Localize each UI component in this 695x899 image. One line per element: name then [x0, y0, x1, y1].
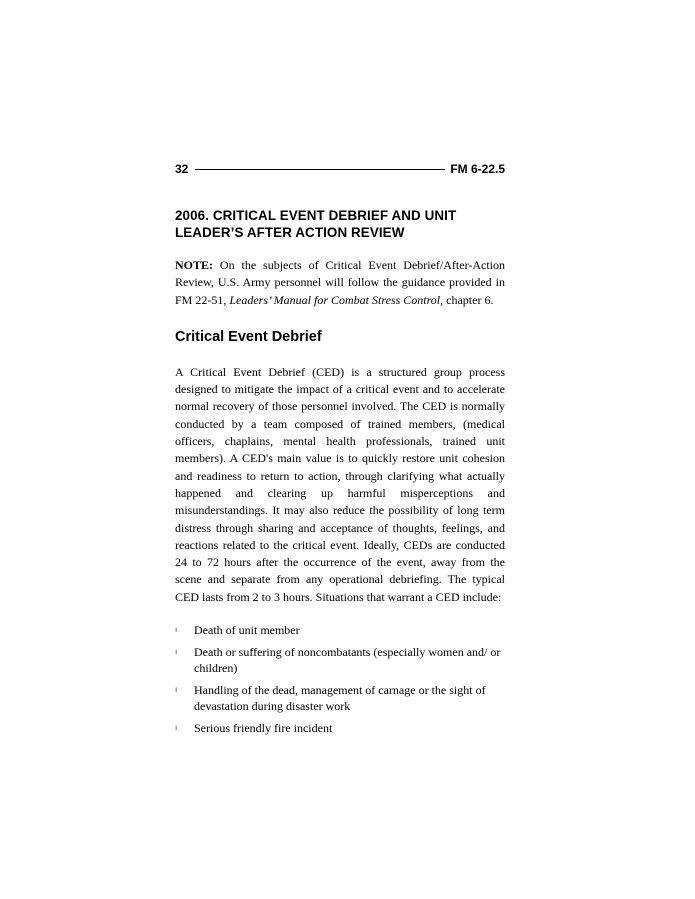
header-rule — [195, 169, 445, 170]
running-header — [175, 160, 505, 178]
bullet-marker: ı — [175, 684, 178, 694]
list-item-text: Death of unit member — [194, 623, 300, 638]
list-item — [175, 644, 505, 677]
section-title — [175, 207, 505, 241]
note-italic-title: Leaders’ Manual for Combat Stress Control — [229, 292, 441, 307]
situations-list — [175, 622, 505, 736]
list-item — [175, 720, 505, 737]
list-item-text: Death or suffering of noncombatants (especially women and/ or children) — [194, 644, 501, 676]
document-id: FM 6-22.5 — [450, 162, 505, 176]
bullet-marker: ı — [175, 625, 178, 635]
note-text-after: , chapter 6. — [440, 292, 494, 307]
section-title-line-1: 2006. CRITICAL EVENT DEBRIEF AND UNIT — [175, 208, 457, 223]
subsection-heading: Critical Event Debrief — [175, 328, 322, 345]
note-label: NOTE: — [175, 258, 214, 272]
note-paragraph — [175, 257, 505, 309]
list-item-text: Serious friendly fire incident — [194, 720, 333, 735]
document-page — [175, 160, 505, 741]
note-text-before: On the subjects of Critical Event Debrief/After-Action Review, U.S. Army personnel will follow the guidance provided in FM 22-51, — [175, 258, 505, 307]
page-number: 32 — [175, 162, 189, 176]
bullet-marker: ı — [175, 722, 178, 732]
bullet-marker: ı — [175, 646, 178, 656]
list-item — [175, 682, 505, 715]
list-item-text: Handling of the dead, management of carnage or the sight of devastation during disaster work — [194, 682, 486, 714]
section-title-line-2: LEADER’S AFTER ACTION REVIEW — [175, 225, 405, 240]
list-item — [175, 622, 505, 639]
body-paragraph: A Critical Event Debrief (CED) is a structured group process designed to mitigate the impact of a critical event and to accelerate normal recovery of those personnel involved. The CED is normally conducted by a team composed of trained members, (medical officers, chaplains, mental health professionals, trained unit members). A CED's main value is to quickly restore unit cohesion and readiness to return to action, through clarifying what actually happened and clearing up harmful misperceptions and misunderstandings. It may also reduce the possibility of long term distress through sharing and acceptance of thoughts, feelings, and reactions related to the critical event. Ideally, CEDs are conducted 24 to 72 hours after the occurrence of the event, away from the scene and separate from any operational debriefing. The typical CED lasts from 2 to 3 hours. Situations that warrant a CED include: — [175, 364, 505, 604]
